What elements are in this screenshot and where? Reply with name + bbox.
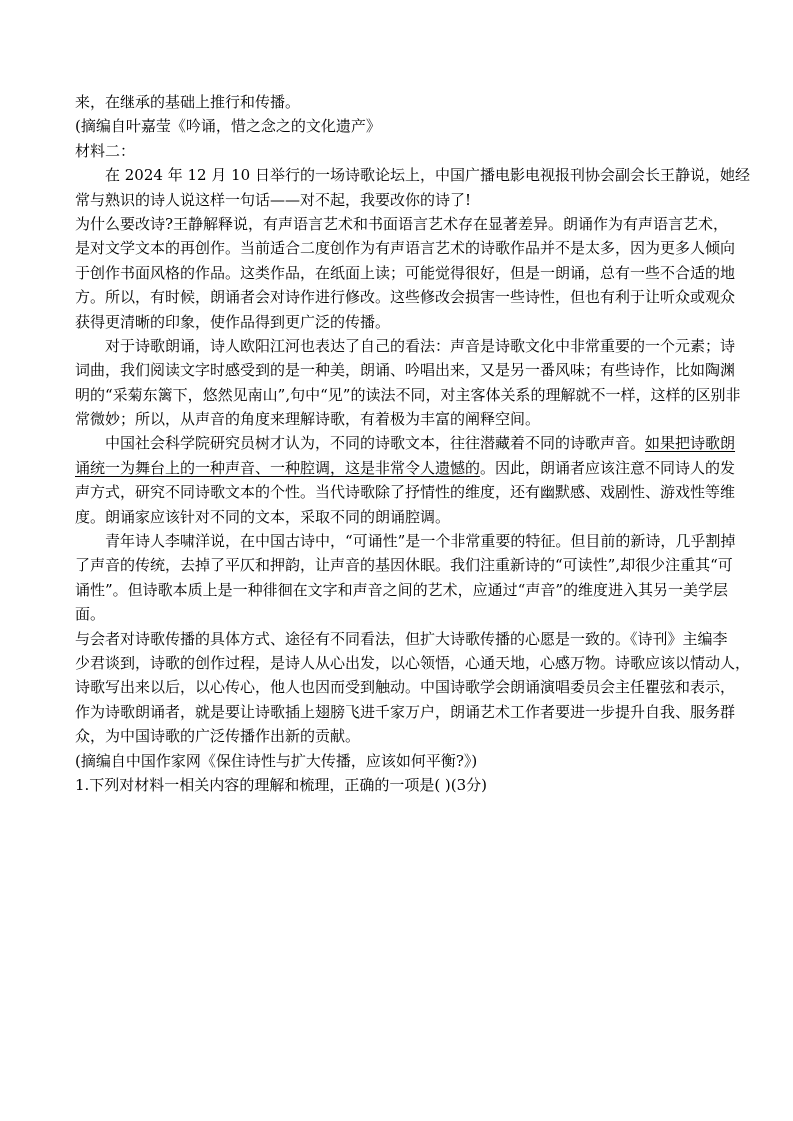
text-line: 面。 xyxy=(75,605,106,624)
text-line: 诵性”。但诗歌本质上是一种徘徊在文字和声音之间的艺术，应通过“声音”的维度进入其另一美学层 xyxy=(75,580,729,599)
text-line: 对于诗歌朗诵，诗人欧阳江河也表达了自己的看法：声音是诗歌文化中非常重要的一个元素；诗 xyxy=(105,336,736,355)
line-text: 中国社会科学院研究员树才认为，不同的诗歌文本，往往潜藏着不同的诗歌声音。 xyxy=(105,434,646,453)
text-line: 作为诗歌朗诵者，就是要让诗歌插上翅膀飞进千家万户，朗诵艺术工作者要进一步提升自我、服务群 xyxy=(75,702,736,721)
text-line xyxy=(75,456,736,480)
text-line: 明的“采菊东篱下，悠然见南山”,句中“见”的读法不同，对主客体关系的理解就不一样，这样的区别非 xyxy=(75,385,741,404)
text-line: 常微妙；所以，从声音的角度来理解诗歌，有着极为丰富的阐释空间。 xyxy=(75,410,541,429)
text-line: 度。朗诵家应该针对不同的文本，采取不同的朗诵腔调。 xyxy=(75,507,451,526)
text-line: 在 2024 年 12 月 10 日举行的一场诗歌论坛上，中国广播电影电视报刊协会副会长王静说，她经 xyxy=(105,166,750,185)
question-stem: 1.下列对材料一相关内容的理解和梳理，正确的一项是( )(3分) xyxy=(75,775,488,794)
text-line: 词曲，我们阅读文字时感受到的是一种美，朗诵、吟唱出来，又是另一番风味；有些诗作，比如陶渊 xyxy=(75,361,736,380)
underlined-text: 诵统一为舞台上的一种声音、一种腔调，这是非常令人遗憾的 xyxy=(75,458,481,477)
text-line: 诗歌写出来以后，以心传心，他人也因而受到触动。中国诗歌学会朗诵演唱委员会主任瞿弦和表示， xyxy=(75,678,736,697)
text-line: 与会者对诗歌传播的具体方式、途径有不同看法，但扩大诗歌传播的心愿是一致的。《诗刊》主编李 xyxy=(75,629,728,648)
line-text: 。因此，朗诵者应该注意不同诗人的发 xyxy=(480,458,736,477)
underlined-text: 如果把诗歌朗 xyxy=(645,434,736,453)
text-line: 于创作书面风格的作品。这类作品，在纸面上读；可能觉得很好，但是一朗诵，总有一些不合适的地 xyxy=(75,263,736,282)
source-citation: (摘编自叶嘉莹《吟诵，惜之念之的文化遗产》 xyxy=(75,117,381,136)
text-line: 众，为中国诗歌的广泛传播作出新的贡献。 xyxy=(75,727,361,746)
text-line: 青年诗人李啸洋说，在中国古诗中，“可诵性”是一个非常重要的特征。但目前的新诗，几乎割掉 xyxy=(105,532,736,551)
text-line: 少君谈到，诗歌的创作过程，是诗人从心出发，以心领悟，心通天地，心感万物。诗歌应该以情动人， xyxy=(75,653,751,672)
text-line: 来，在继承的基础上推行和传播。 xyxy=(75,93,301,111)
text-line: 获得更清晰的印象，使作品得到更广泛的传播。 xyxy=(75,312,391,331)
text-line xyxy=(75,431,736,455)
text-line: 了声音的传统，去掉了平仄和押韵，让声音的基因休眠。我们注重新诗的“可读性”,却很少注重其“可 xyxy=(75,556,733,575)
section-heading: 材料二： xyxy=(75,141,136,160)
text-line: 是对文学文本的再创作。当前适合二度创作为有声语言艺术的诗歌作品并不是太多，因为更多人倾向 xyxy=(75,239,736,258)
text-line: 方。所以，有时候，朗诵者会对诗作进行修改。这些修改会损害一些诗性，但也有利于让听众或观众 xyxy=(75,288,736,307)
article-text xyxy=(75,90,751,797)
text-line: 声方式，研究不同诗歌文本的个性。当代诗歌除了抒情性的维度，还有幽默感、戏剧性、游戏性等维 xyxy=(75,483,736,502)
text-line: 常与熟识的诗人说这样一句话——对不起，我要改你的诗了! xyxy=(75,190,472,209)
text-line: 为什么要改诗?王静解释说，有声语言艺术和书面语言艺术存在显著差异。朗诵作为有声语言艺术， xyxy=(75,214,729,233)
source-citation: (摘编自中国作家网《保住诗性与扩大传播，应该如何平衡?》) xyxy=(75,751,478,770)
